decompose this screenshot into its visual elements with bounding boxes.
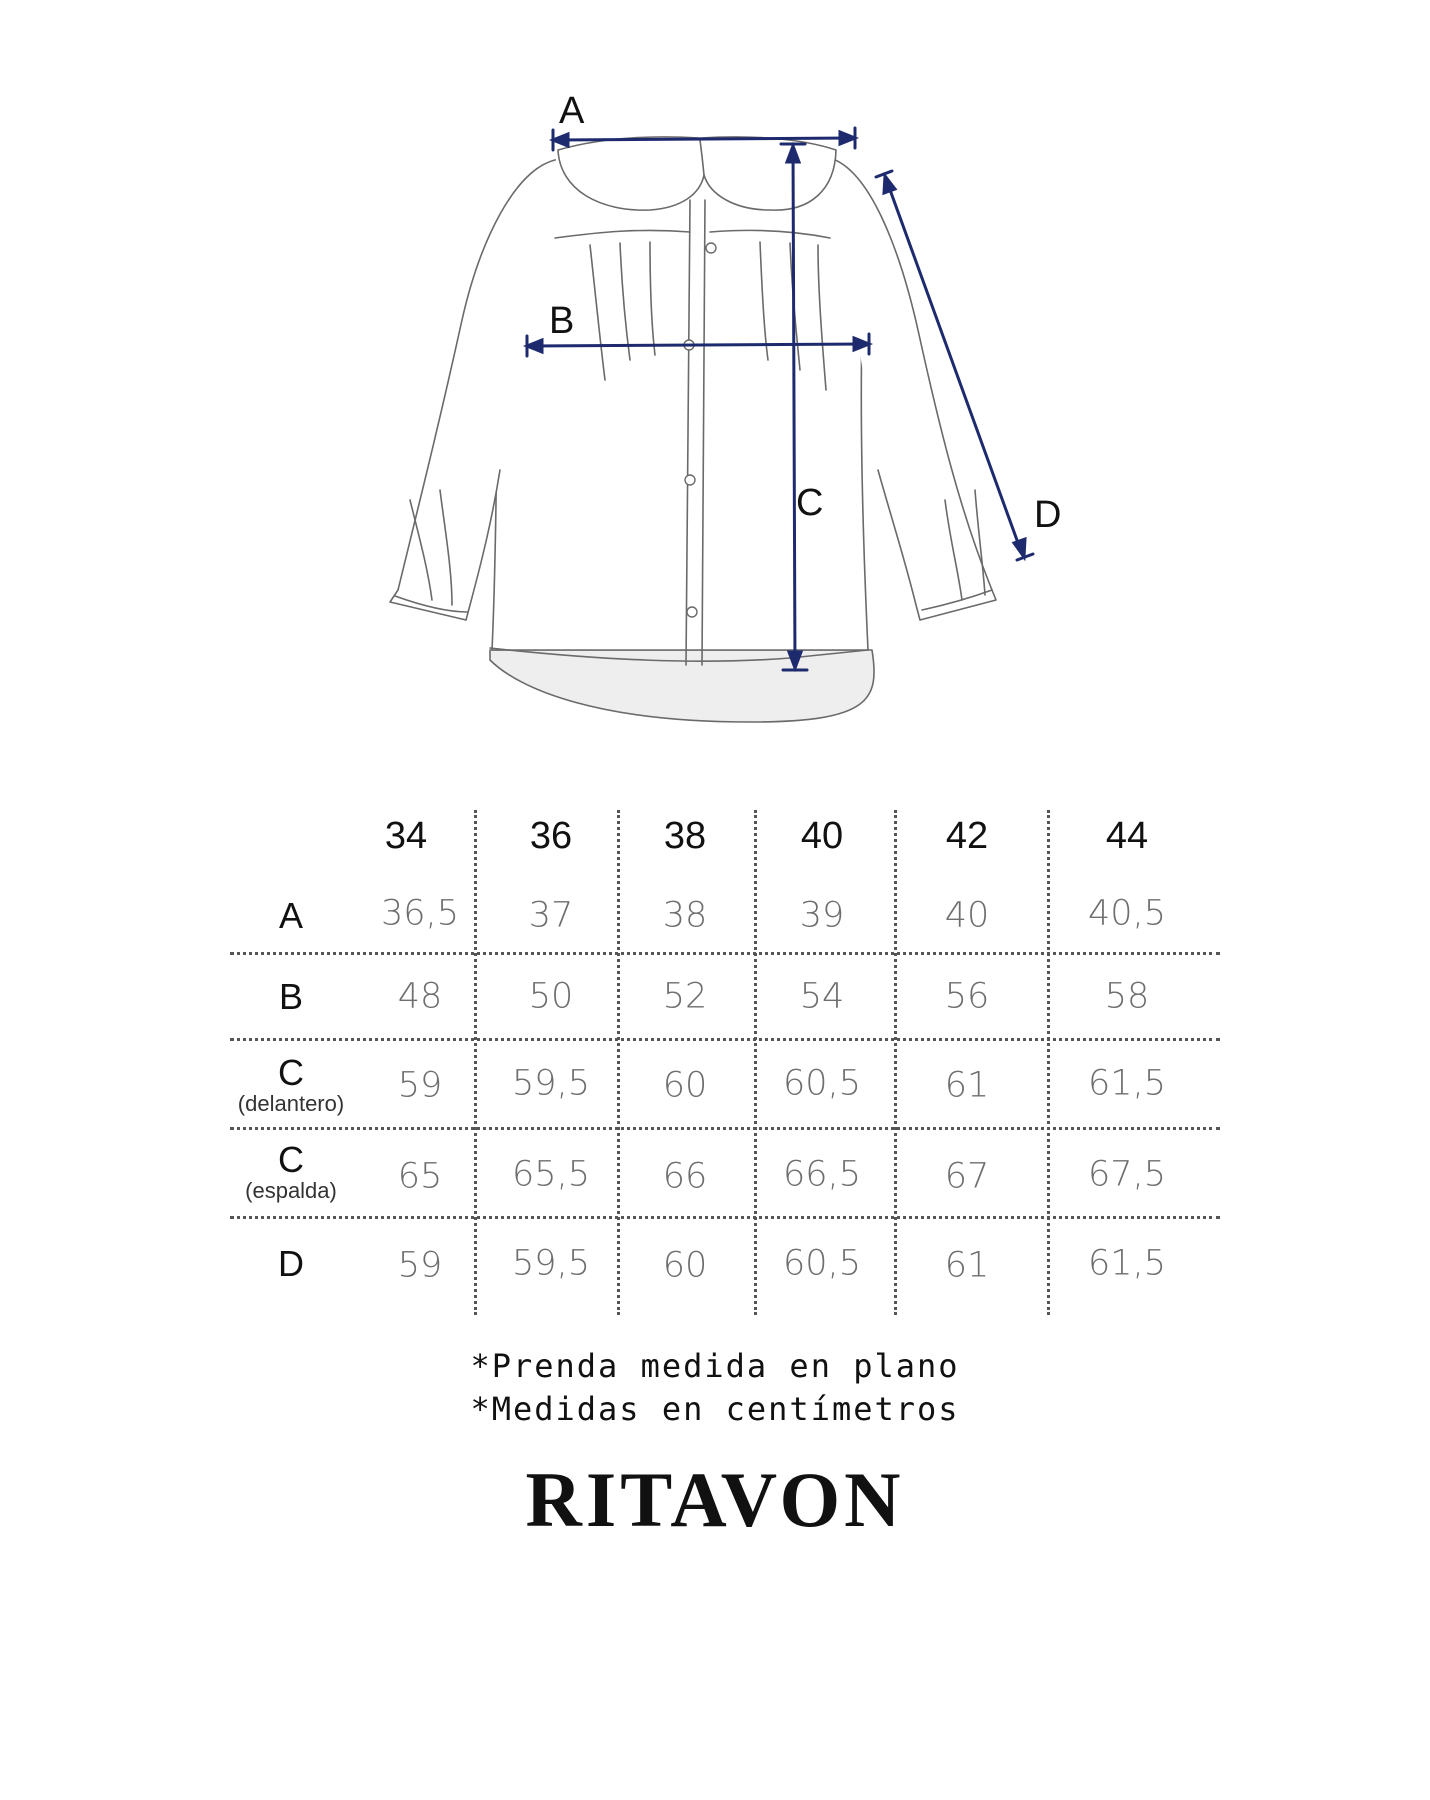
table-cell: 60,5 (783, 1063, 861, 1104)
blouse-drawing (0, 0, 1430, 760)
table-cell: 61,5 (1088, 1063, 1166, 1104)
column-separator (474, 810, 477, 1315)
measure-a-arrow (553, 134, 568, 146)
row-label: D (278, 1243, 304, 1284)
size-header: 44 (1105, 815, 1149, 857)
blouse-outline (390, 137, 996, 722)
column-separator (1047, 810, 1050, 1315)
measure-a-label: A (559, 90, 585, 132)
row-label-letter: C (277, 1052, 304, 1093)
row-separator (230, 952, 1220, 955)
table-cell: 61 (944, 1065, 990, 1106)
row-label-letter: C (278, 1139, 304, 1180)
table-cell: 39 (799, 895, 845, 936)
table-cell: 36,5 (381, 893, 459, 934)
table-cell: 59,5 (512, 1063, 590, 1104)
table-cell: 67 (944, 1156, 990, 1197)
row-label: A (278, 895, 304, 936)
table-cell: 60 (662, 1065, 708, 1106)
button-icon (706, 243, 716, 253)
size-header: 40 (800, 815, 844, 857)
button-icon (685, 475, 695, 485)
table-cell: 52 (662, 976, 708, 1017)
table-cell: 37 (528, 895, 574, 936)
measure-c-line (793, 146, 795, 668)
table-cell: 65,5 (512, 1154, 590, 1195)
size-header: 42 (945, 815, 989, 857)
row-label (237, 1052, 345, 1116)
table-cell: 58 (1104, 976, 1150, 1017)
note-flat-measure: *Prenda medida en plano (470, 1347, 960, 1385)
brand-logo: RITAVON (525, 1456, 905, 1543)
table-cell: 65 (397, 1156, 443, 1197)
measure-b-line (530, 344, 866, 346)
column-separator (617, 810, 620, 1315)
table-cell: 48 (397, 976, 443, 1017)
measure-a-arrow (840, 132, 855, 144)
row-separator (230, 1127, 1220, 1130)
table-cell: 50 (528, 976, 574, 1017)
measure-d-arrow (884, 176, 895, 193)
table-cell: 59 (397, 1065, 443, 1106)
table-cell: 67,5 (1088, 1154, 1166, 1195)
table-cell: 54 (799, 976, 845, 1017)
button-icon (687, 607, 697, 617)
table-cell: 40 (944, 895, 990, 936)
size-header: 38 (663, 815, 707, 857)
note-units: *Medidas en centímetros (470, 1390, 960, 1428)
row-label (245, 1139, 337, 1203)
row-label: B (278, 976, 304, 1017)
measure-a-line (556, 138, 852, 140)
column-separator (894, 810, 897, 1315)
measurement-notes (0, 1345, 1430, 1431)
table-cell: 61,5 (1088, 1243, 1166, 1284)
column-separator (754, 810, 757, 1315)
garment-diagram (0, 0, 1430, 760)
table-cell: 59 (397, 1245, 443, 1286)
measure-b-label: B (549, 300, 575, 342)
table-cell: 59,5 (512, 1243, 590, 1284)
size-table (0, 780, 1430, 1320)
measure-c-label: C (796, 482, 824, 524)
row-separator (230, 1038, 1220, 1041)
table-cell: 38 (662, 895, 708, 936)
table-cell: 56 (944, 976, 990, 1017)
row-separator (230, 1216, 1220, 1219)
table-cell: 66 (662, 1156, 708, 1197)
measure-d-label: D (1034, 494, 1062, 536)
table-cell: 60,5 (783, 1243, 861, 1284)
table-cell: 66,5 (783, 1154, 861, 1195)
table-cell: 40,5 (1088, 893, 1166, 934)
table-cell: 61 (944, 1245, 990, 1286)
size-header: 36 (529, 815, 573, 857)
size-header: 34 (384, 815, 428, 857)
row-label-sub: (espalda) (245, 1178, 337, 1203)
row-label-sub: (delantero) (237, 1091, 345, 1116)
measure-d-arrow (1014, 539, 1025, 557)
table-cell: 60 (662, 1245, 708, 1286)
